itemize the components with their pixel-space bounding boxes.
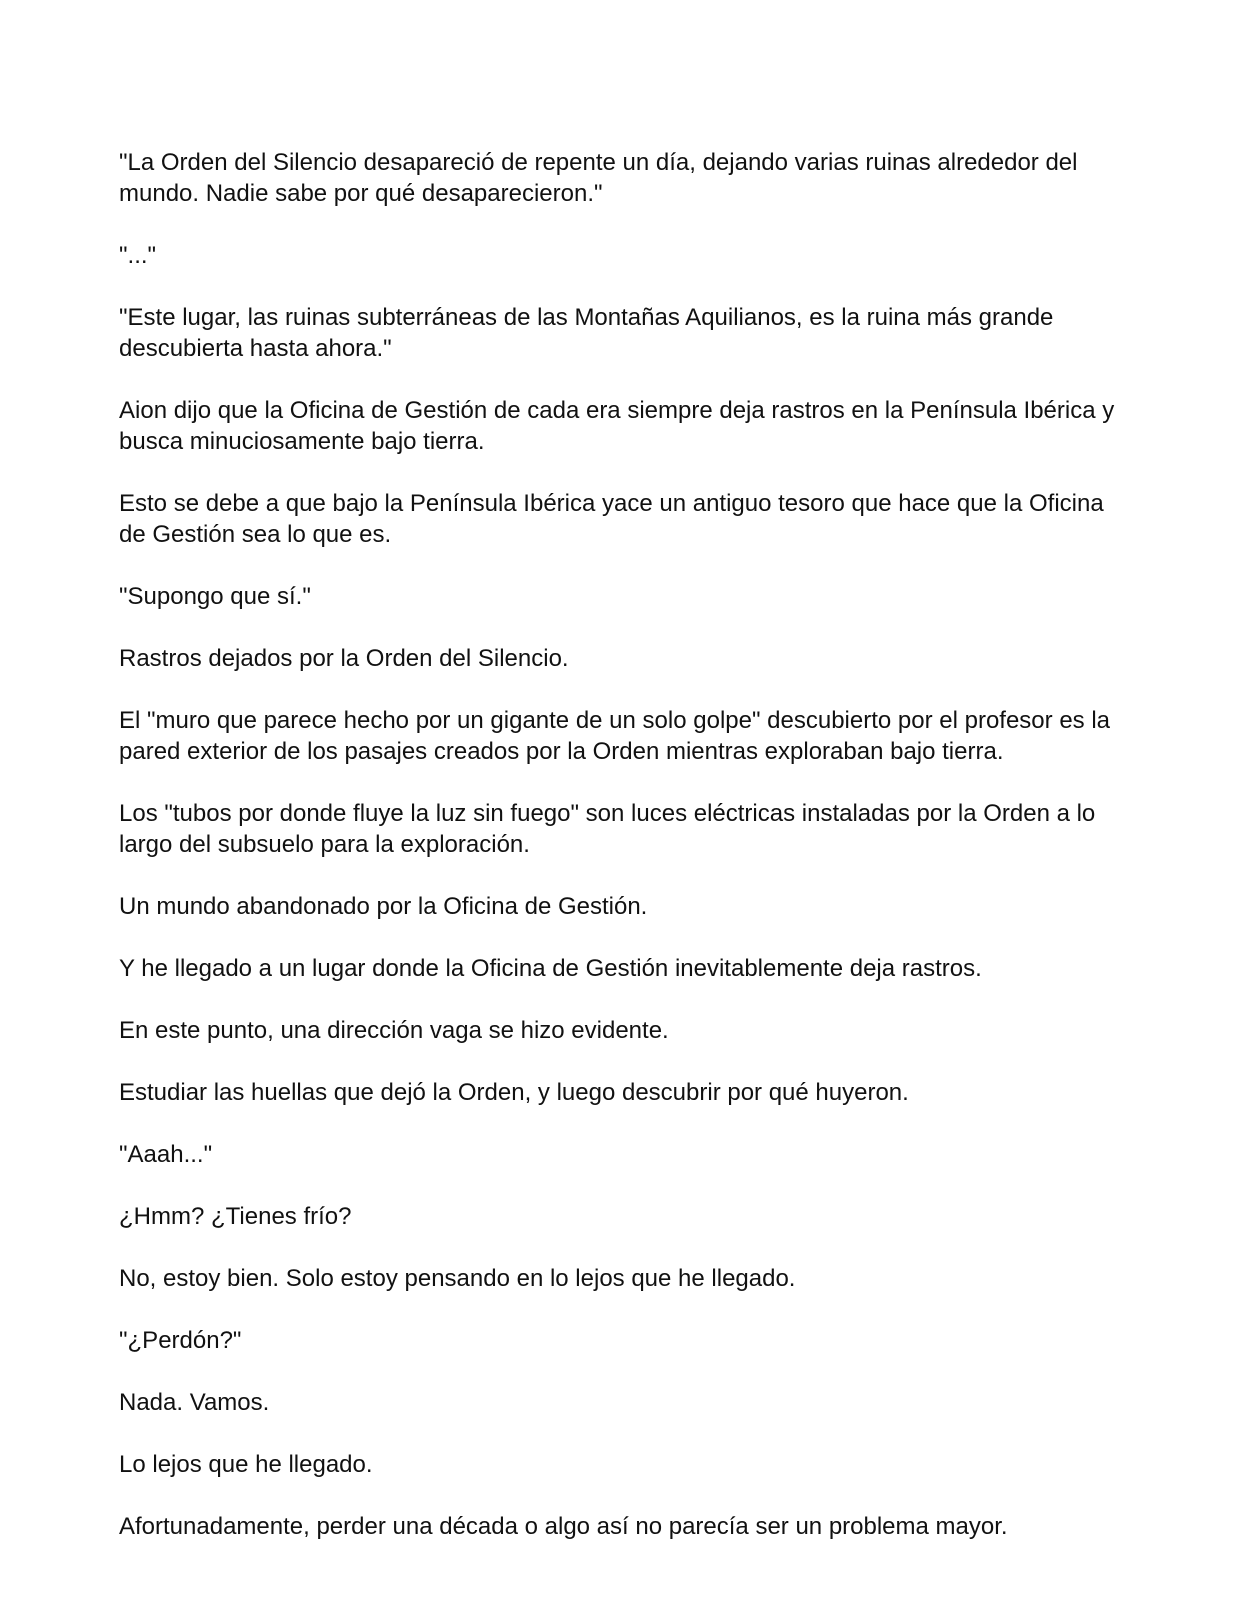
paragraph: El "muro que parece hecho por un gigante de un solo golpe" descubierto por el profesor es la pared exterior de los pasajes creados por la Orden mientras exploraban bajo tierra. xyxy=(119,707,1111,765)
paragraph: Los "tubos por donde fluye la luz sin fuego" son luces eléctricas instaladas por la Orden a lo largo del subsuelo para la exploración. xyxy=(119,800,1096,858)
paragraph: Rastros dejados por la Orden del Silencio. xyxy=(119,645,569,672)
paragraph: En este punto, una dirección vaga se hizo evidente. xyxy=(119,1017,669,1044)
paragraph: Afortunadamente, perder una década o algo así no parecía ser un problema mayor. xyxy=(119,1513,1008,1540)
paragraph: Un mundo abandonado por la Oficina de Gestión. xyxy=(119,893,648,920)
paragraph: "..." xyxy=(119,242,157,269)
paragraph: "Este lugar, las ruinas subterráneas de las Montañas Aquilianos, es la ruina más grande descubierta hasta ahora." xyxy=(119,304,1054,362)
paragraph: ¿Hmm? ¿Tienes frío? xyxy=(119,1203,352,1230)
paragraph: "La Orden del Silencio desapareció de repente un día, dejando varias ruinas alrededor del mundo. Nadie sabe por qué desaparecieron." xyxy=(119,149,1078,207)
paragraph: No, estoy bien. Solo estoy pensando en lo lejos que he llegado. xyxy=(119,1265,796,1292)
document-body xyxy=(119,147,1129,1573)
paragraph: "Aaah..." xyxy=(119,1141,213,1168)
paragraph: Lo lejos que he llegado. xyxy=(119,1451,373,1478)
paragraph: Estudiar las huellas que dejó la Orden, y luego descubrir por qué huyeron. xyxy=(119,1079,909,1106)
paragraph: Esto se debe a que bajo la Península Ibérica yace un antiguo tesoro que hace que la Oficina de Gestión sea lo que es. xyxy=(119,490,1104,548)
paragraph: "¿Perdón?" xyxy=(119,1327,242,1354)
paragraph: Nada. Vamos. xyxy=(119,1389,270,1416)
paragraph: "Supongo que sí." xyxy=(119,583,311,610)
paragraph: Aion dijo que la Oficina de Gestión de cada era siempre deja rastros en la Península Ibérica y busca minuciosamente bajo tierra. xyxy=(119,397,1115,455)
paragraph: Y he llegado a un lugar donde la Oficina de Gestión inevitablemente deja rastros. xyxy=(119,955,982,982)
